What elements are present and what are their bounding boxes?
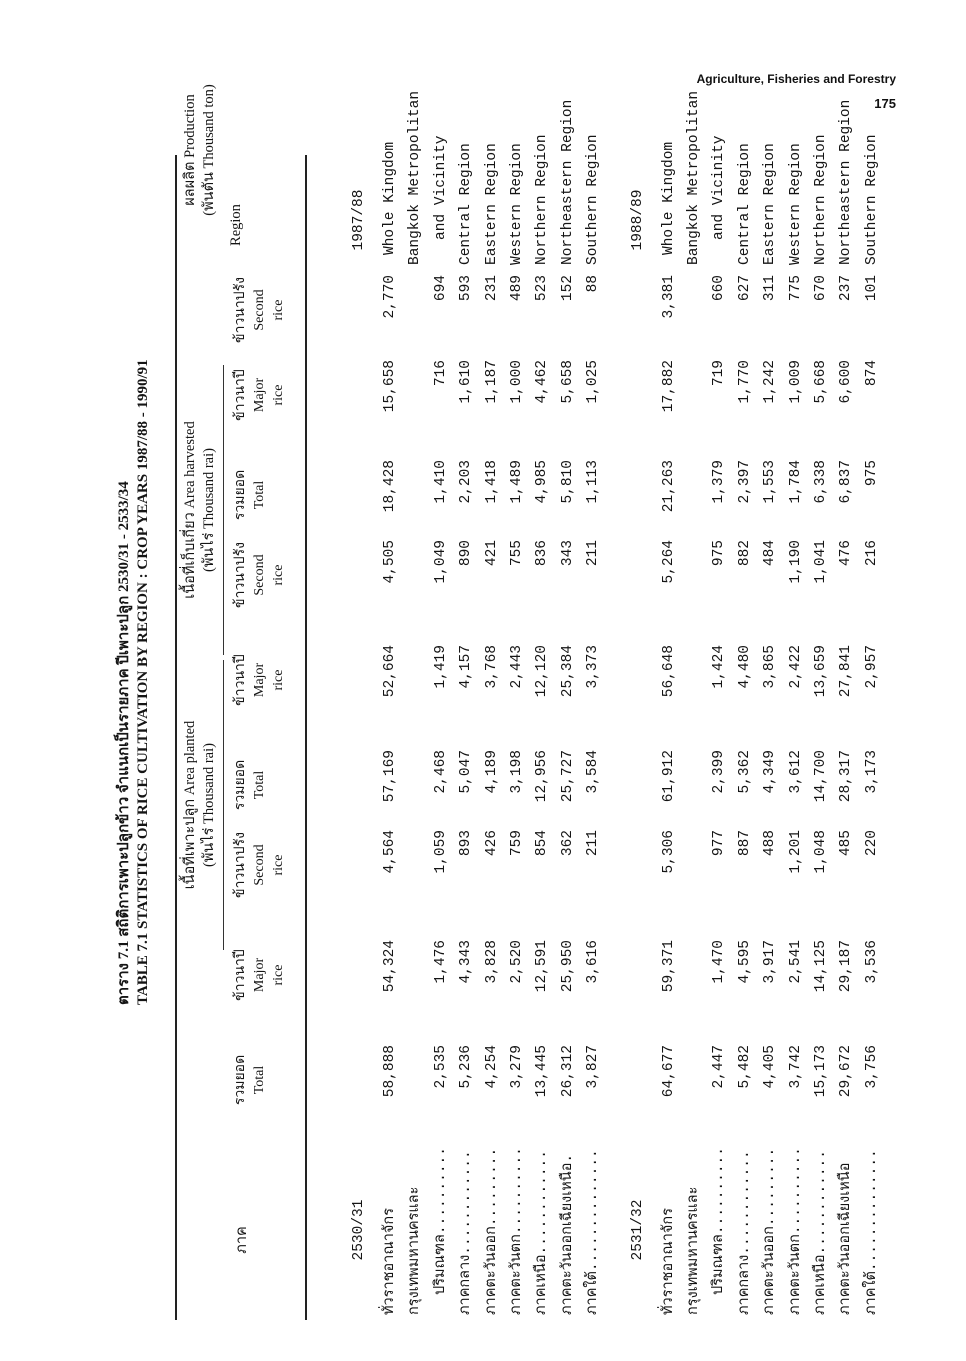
- cell-harvested-major: 3,768: [483, 645, 500, 689]
- cell-planted-major: 12,591: [534, 940, 551, 993]
- region-label-th: ปริมณฑล..........: [432, 1147, 449, 1295]
- year-label-th: 2531/32: [629, 1199, 646, 1261]
- region-label-th: ภาคกลาง............: [458, 1150, 475, 1315]
- cell-production-second: 311: [762, 275, 779, 302]
- cell-planted-second: 362: [559, 830, 576, 857]
- cell-harvested-total: 28,317: [838, 750, 855, 803]
- cell-harvested-total: 3,584: [585, 750, 602, 794]
- subheader-production-second: ข้าวนาปรัง Second rice: [233, 277, 286, 343]
- cell-harvested-total: 2,468: [432, 750, 449, 794]
- cell-harvested-total: 4,349: [762, 750, 779, 794]
- cell-harvested-total: 3,173: [863, 750, 880, 794]
- cell-harvested-major: 1,424: [711, 645, 728, 689]
- cell-production-total: 2,397: [736, 460, 753, 504]
- cell-production-major: 1,610: [458, 360, 475, 404]
- cell-production-total: 4,985: [534, 460, 551, 504]
- region-label-th: กรุงเทพมหานครและ: [407, 1186, 424, 1315]
- cell-harvested-second: 1,041: [813, 540, 829, 584]
- cell-planted-total: 2,535: [432, 1045, 449, 1089]
- cell-planted-total: 58,888: [382, 1045, 398, 1098]
- cell-harvested-second: 890: [458, 540, 475, 567]
- cell-harvested-second: 4,505: [382, 540, 398, 584]
- cell-planted-second: 426: [483, 830, 500, 857]
- cell-harvested-major: 56,648: [660, 645, 677, 698]
- cell-planted-total: 3,742: [787, 1045, 804, 1089]
- region-label-en: Eastern Region: [762, 143, 779, 265]
- cell-production-total: 5,810: [559, 460, 576, 504]
- cell-planted-total: 5,236: [458, 1045, 475, 1089]
- header-rule: [305, 155, 307, 1320]
- region-label-th: ภาคใต้..............: [585, 1149, 602, 1315]
- cell-production-total: 6,338: [813, 460, 829, 504]
- cell-planted-total: 3,827: [585, 1045, 602, 1089]
- cell-harvested-second: 484: [762, 540, 779, 567]
- subheader-planted-major: ข้าวนาปี Major rice: [233, 949, 286, 1001]
- cell-planted-second: 211: [585, 830, 602, 857]
- cell-planted-major: 3,828: [483, 940, 500, 984]
- cell-planted-total: 15,173: [813, 1045, 829, 1098]
- cell-production-total: 1,410: [432, 460, 449, 504]
- cell-harvested-major: 52,664: [382, 645, 398, 698]
- region-header-en: Region: [228, 204, 244, 246]
- group-planted: เนื้อที่เพาะปลูก Area planted (พันไร่ Thousand rai): [182, 720, 217, 890]
- region-label-th: ทั่วราชอาณาจักร: [660, 1208, 677, 1315]
- cell-production-total: 2,203: [458, 460, 475, 504]
- subheader-production-total: รวมยอด Total: [233, 469, 267, 521]
- cell-production-total: 1,379: [711, 460, 728, 504]
- title-english: TABLE 7.1 STATISTICS OF RICE CULTIVATION BY REGION : CROP YEARS 1987/88 - 1990/91: [135, 359, 151, 1005]
- subheader-planted-total: รวมยอด Total: [233, 1054, 267, 1106]
- cell-production-second: 627: [736, 275, 753, 302]
- cell-harvested-major: 12,120: [534, 645, 551, 698]
- region-label-th: ภาคตะวันออกเฉียงเหนือ: [838, 1162, 855, 1315]
- cell-production-major: 17,882: [660, 360, 677, 413]
- cell-production-second: 88: [585, 275, 602, 293]
- cell-production-second: 593: [458, 275, 475, 302]
- region-label-en: Whole Kingdom: [660, 141, 677, 255]
- cell-harvested-total: 4,189: [483, 750, 500, 794]
- cell-harvested-major: 25,384: [559, 645, 576, 698]
- cell-harvested-major: 27,841: [838, 645, 855, 698]
- cell-production-second: 3,381: [660, 275, 677, 319]
- cell-planted-major: 59,371: [660, 940, 677, 993]
- cell-harvested-second: 836: [534, 540, 551, 567]
- cell-planted-second: 977: [711, 830, 728, 857]
- cell-planted-major: 4,595: [736, 940, 753, 984]
- cell-production-second: 523: [534, 275, 551, 302]
- cell-production-major: 1,242: [762, 360, 779, 404]
- cell-harvested-total: 57,169: [382, 750, 398, 803]
- subheader-harvested-second: ข้าวนาปรัง Second rice: [233, 542, 286, 608]
- cell-harvested-major: 2,957: [863, 645, 880, 689]
- cell-production-second: 694: [432, 275, 449, 302]
- cell-production-major: 1,000: [509, 360, 525, 404]
- cell-production-total: 975: [863, 460, 880, 487]
- cell-planted-major: 4,343: [458, 940, 475, 984]
- cell-harvested-major: 13,659: [813, 645, 829, 698]
- cell-production-major: 719: [711, 360, 728, 387]
- cell-planted-major: 3,917: [762, 940, 779, 984]
- region-label-th: ภาคเหนือ............: [534, 1150, 551, 1315]
- cell-production-major: 1,025: [585, 360, 602, 404]
- year-label-en: 1988/89: [629, 189, 646, 251]
- cell-planted-second: 1,201: [787, 830, 804, 874]
- cell-harvested-major: 4,480: [736, 645, 753, 689]
- cell-planted-total: 64,677: [660, 1045, 677, 1098]
- region-label-th: ภาคตะวันออก.........: [483, 1147, 500, 1315]
- region-label-en: Central Region: [736, 143, 753, 265]
- cell-harvested-second: 882: [736, 540, 753, 567]
- region-label-en: Northern Region: [813, 134, 829, 265]
- region-label-en: Bangkok Metropolitan: [686, 90, 702, 265]
- cell-planted-total: 13,445: [534, 1045, 551, 1098]
- cell-planted-total: 3,279: [509, 1045, 525, 1089]
- region-label-en: Southern Region: [585, 134, 602, 265]
- region-label-th: ภาคตะวันออกเฉียงเหนือ.: [559, 1153, 576, 1315]
- cell-production-second: 489: [509, 275, 525, 302]
- cell-production-major: 1,770: [736, 360, 753, 404]
- cell-production-total: 1,113: [585, 460, 602, 504]
- cell-harvested-major: 2,443: [509, 645, 525, 689]
- cell-planted-total: 3,756: [863, 1045, 880, 1089]
- region-label-en: Western Region: [787, 143, 804, 265]
- region-label-en: Southern Region: [863, 134, 880, 265]
- cell-planted-total: 4,405: [762, 1045, 779, 1089]
- cell-production-second: 660: [711, 275, 728, 302]
- cell-harvested-second: 216: [863, 540, 880, 567]
- cell-production-major: 4,462: [534, 360, 551, 404]
- region-label-th: ภาคกลาง............: [736, 1150, 753, 1315]
- region-label-th: ทั่วราชอาณาจักร: [382, 1208, 398, 1315]
- cell-planted-major: 2,541: [787, 940, 804, 984]
- region-label-en: Northern Region: [534, 134, 551, 265]
- cell-planted-total: 4,254: [483, 1045, 500, 1089]
- cell-planted-major: 2,520: [509, 940, 525, 984]
- cell-production-second: 101: [863, 275, 880, 302]
- cell-production-major: 15,658: [382, 360, 398, 413]
- cell-production-major: 6,600: [838, 360, 855, 404]
- cell-harvested-total: 12,956: [534, 750, 551, 803]
- cell-planted-major: 3,536: [863, 940, 880, 984]
- cell-production-second: 775: [787, 275, 804, 302]
- cell-harvested-total: 5,047: [458, 750, 475, 794]
- table-titles: [115, 359, 153, 1005]
- group-harvested: เนื้อที่เก็บเกี่ยว Area harvested (พันไร่ Thousand rai): [182, 421, 217, 599]
- cell-harvested-total: 14,700: [813, 750, 829, 803]
- group-rule-planted: [223, 660, 224, 950]
- year-label-en: 1987/88: [351, 189, 367, 251]
- cell-production-second: 231: [483, 275, 500, 302]
- region-label-en: Bangkok Metropolitan: [407, 90, 424, 265]
- subheader-production-major: ข้าวนาปี Major rice: [233, 369, 286, 421]
- cell-production-major: 5,668: [813, 360, 829, 404]
- cell-production-major: 716: [432, 360, 449, 387]
- region-label-en: Northeastern Region: [838, 99, 855, 265]
- region-label-th: ภาคตะวันตก..........: [509, 1147, 525, 1315]
- cell-planted-major: 54,324: [382, 940, 398, 993]
- cell-production-total: 1,489: [509, 460, 525, 504]
- cell-planted-second: 4,564: [382, 830, 398, 874]
- cell-planted-second: 1,048: [813, 830, 829, 874]
- cell-planted-second: 893: [458, 830, 475, 857]
- subheader-harvested-major: ข้าวนาปี Major rice: [233, 654, 286, 706]
- rotated-table: [115, 84, 915, 1335]
- cell-harvested-total: 25,727: [559, 750, 576, 803]
- cell-planted-second: 5,306: [660, 830, 677, 874]
- region-header-th: ภาค: [234, 1226, 250, 1254]
- cell-planted-total: 2,447: [711, 1045, 728, 1089]
- cell-production-total: 21,263: [660, 460, 677, 513]
- cell-planted-second: 854: [534, 830, 551, 857]
- cell-harvested-second: 5,264: [660, 540, 677, 584]
- cell-production-major: 1,009: [787, 360, 804, 404]
- subheader-harvested-total: รวมยอด Total: [233, 759, 267, 811]
- cell-planted-major: 1,476: [432, 940, 449, 984]
- cell-production-total: 6,837: [838, 460, 855, 504]
- cell-harvested-major: 1,419: [432, 645, 449, 689]
- region-label-th: กรุงเทพมหานครและ: [686, 1186, 702, 1315]
- cell-planted-total: 26,312: [559, 1045, 576, 1098]
- cell-harvested-second: 1,049: [432, 540, 449, 584]
- top-rule: [175, 155, 177, 1320]
- cell-harvested-second: 975: [711, 540, 728, 567]
- cell-production-second: 237: [838, 275, 855, 302]
- region-label-en: Northeastern Region: [559, 99, 576, 265]
- region-label-en: Western Region: [509, 143, 525, 265]
- region-label-en: and Vicinity: [432, 135, 449, 240]
- cell-production-second: 152: [559, 275, 576, 302]
- cell-harvested-total: 5,362: [736, 750, 753, 794]
- cell-harvested-second: 343: [559, 540, 576, 567]
- cell-production-total: 18,428: [382, 460, 398, 513]
- cell-harvested-second: 476: [838, 540, 855, 567]
- cell-planted-total: 29,672: [838, 1045, 855, 1098]
- cell-planted-total: 5,482: [736, 1045, 753, 1089]
- cell-harvested-major: 2,422: [787, 645, 804, 689]
- year-label-th: 2530/31: [351, 1199, 367, 1261]
- region-label-th: ภาคเหนือ............: [813, 1150, 829, 1315]
- cell-planted-second: 488: [762, 830, 779, 857]
- cell-production-major: 874: [863, 360, 880, 387]
- cell-production-total: 1,553: [762, 460, 779, 504]
- cell-harvested-second: 1,190: [787, 540, 804, 584]
- cell-production-second: 2,770: [382, 275, 398, 319]
- cell-harvested-second: 421: [483, 540, 500, 567]
- cell-harvested-second: 755: [509, 540, 525, 567]
- cell-harvested-second: 211: [585, 540, 602, 567]
- cell-harvested-major: 3,865: [762, 645, 779, 689]
- cell-harvested-total: 3,198: [509, 750, 525, 794]
- region-label-th: ปริมณฑล..........: [711, 1147, 728, 1295]
- cell-harvested-total: 2,399: [711, 750, 728, 794]
- group-production: ผลผลิต Production (พันตัน Thousand ton): [182, 84, 217, 216]
- cell-production-major: 5,658: [559, 360, 576, 404]
- region-label-en: and Vicinity: [711, 135, 728, 240]
- region-label-th: ภาคใต้..............: [863, 1149, 880, 1315]
- cell-harvested-major: 3,373: [585, 645, 602, 689]
- cell-planted-major: 25,950: [559, 940, 576, 993]
- title-thai: ตาราง 7.1 สถิติการเพาะปลูกข้าว จำแนกเป็นรายภาค ปีเพาะปลูก 2530/31 - 2533/34: [116, 481, 132, 1005]
- cell-planted-major: 1,470: [711, 940, 728, 984]
- region-label-en: Whole Kingdom: [382, 141, 398, 255]
- cell-harvested-major: 4,157: [458, 645, 475, 689]
- cell-production-major: 1,187: [483, 360, 500, 404]
- cell-planted-second: 485: [838, 830, 855, 857]
- cell-planted-second: 887: [736, 830, 753, 857]
- cell-planted-second: 220: [863, 830, 880, 857]
- cell-planted-major: 3,616: [585, 940, 602, 984]
- region-label-th: ภาคตะวันตก..........: [787, 1147, 804, 1315]
- cell-production-second: 670: [813, 275, 829, 302]
- cell-production-total: 1,784: [787, 460, 804, 504]
- cell-production-total: 1,418: [483, 460, 500, 504]
- cell-planted-major: 14,125: [813, 940, 829, 993]
- page-number: 175: [874, 96, 896, 111]
- page-header: [697, 72, 896, 111]
- cell-planted-second: 1,059: [432, 830, 449, 874]
- section-title: Agriculture, Fisheries and Forestry: [696, 72, 896, 86]
- region-label-en: Eastern Region: [483, 143, 500, 265]
- cell-harvested-total: 3,612: [787, 750, 804, 794]
- subheader-planted-second: ข้าวนาปรัง Second rice: [233, 832, 286, 898]
- cell-planted-second: 759: [509, 830, 525, 857]
- region-label-en: Central Region: [458, 143, 475, 265]
- region-label-th: ภาคตะวันออก.........: [762, 1147, 779, 1315]
- cell-harvested-total: 61,912: [660, 750, 677, 803]
- group-rule-harvested: [223, 365, 224, 655]
- cell-planted-major: 29,187: [838, 940, 855, 993]
